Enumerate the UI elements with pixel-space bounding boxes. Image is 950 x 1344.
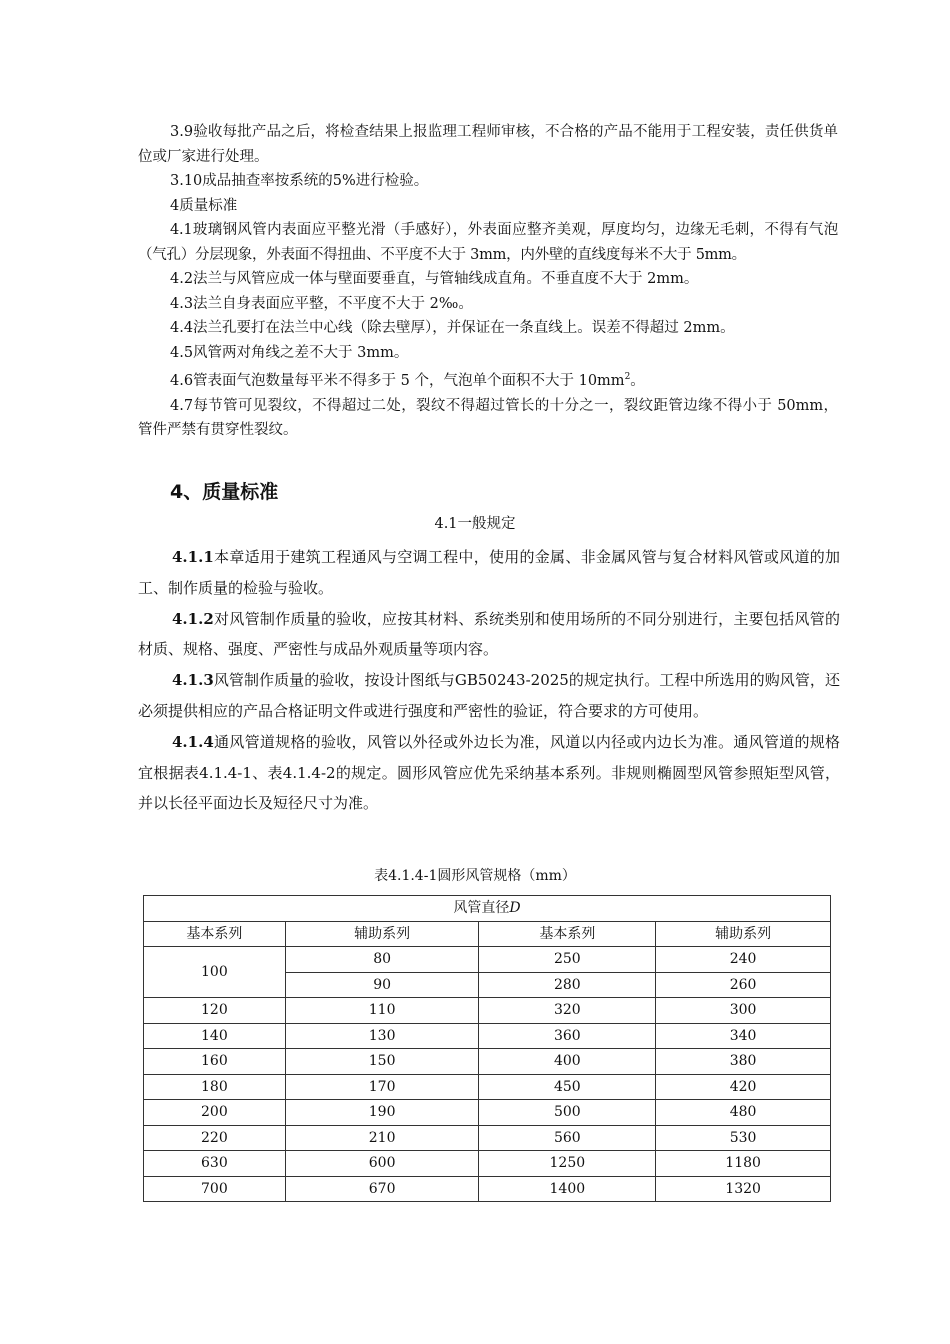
table-cell: 420 xyxy=(656,1074,831,1100)
table-cell: 360 xyxy=(479,1023,656,1049)
table-cell: 170 xyxy=(285,1074,479,1100)
table-cell: 130 xyxy=(285,1023,479,1049)
table-cell: 260 xyxy=(656,972,831,998)
table-row xyxy=(144,1151,831,1177)
clause-text: 对风管制作质量的验收，应按其材料、系统类别和使用场所的不同分别进行，主要包括风管的材质、规格、强度、严密性与成品外观质量等项内容。 xyxy=(138,609,840,659)
table-row xyxy=(144,1176,831,1202)
clause-number: 4.1.1 xyxy=(172,548,214,566)
table-caption: 表4.1.4-1圆形风管规格（mm） xyxy=(374,868,576,884)
paragraph-4-1: 4.1玻璃钢风管内表面应平整光滑（手感好），外表面应整齐美观，厚度均匀，边缘无毛刺，不得有气泡（气孔）分层现象，外表面不得扭曲、不平度不大于 3mm，内外壁的直线度每米不大于 5mm。 xyxy=(138,222,838,263)
table-cell: 100 xyxy=(144,947,286,998)
table-cell: 190 xyxy=(285,1100,479,1126)
table-row xyxy=(144,1125,831,1151)
clause-number: 4.1.3 xyxy=(172,671,214,690)
paragraph-4-6 xyxy=(138,365,838,394)
table-cell: 630 xyxy=(144,1151,286,1177)
duct-diameter-table xyxy=(143,895,831,1202)
paragraph-4-6-end: 。 xyxy=(630,373,645,389)
table-cell: 500 xyxy=(479,1100,656,1126)
column-header: 辅助系列 xyxy=(656,921,831,947)
table-cell: 280 xyxy=(479,972,656,998)
table-cell: 600 xyxy=(285,1151,479,1177)
table-cell: 200 xyxy=(144,1100,286,1126)
table-cell: 1180 xyxy=(656,1151,831,1177)
column-header: 辅助系列 xyxy=(285,921,479,947)
table-cell: 210 xyxy=(285,1125,479,1151)
general-provisions xyxy=(138,542,840,819)
table-row xyxy=(144,1074,831,1100)
paragraph-4-5: 4.5风管两对角线之差不大于 3mm。 xyxy=(170,344,409,361)
paragraph-4-6-text: 4.6管表面气泡数量每平米不得多于 5 个，气泡单个面积不大于 10mm xyxy=(170,373,625,389)
table-cell: 380 xyxy=(656,1049,831,1075)
table-row xyxy=(144,1049,831,1075)
table-row xyxy=(144,947,831,973)
table-cell: 160 xyxy=(144,1049,286,1075)
inspection-section xyxy=(138,120,838,443)
clause-number: 4.1.4 xyxy=(172,732,214,751)
table-cell: 450 xyxy=(479,1074,656,1100)
paragraph-4-7: 4.7每节管可见裂纹，不得超过二处，裂纹不得超过管长的十分之一，裂纹距管边缘不得小于 50mm，管件严禁有贯穿性裂纹。 xyxy=(138,397,838,438)
table-cell: 700 xyxy=(144,1176,286,1202)
table-main-header xyxy=(144,896,831,922)
table-cell: 1250 xyxy=(479,1151,656,1177)
table-header-row xyxy=(144,896,831,922)
table-cell: 180 xyxy=(144,1074,286,1100)
table-cell: 1320 xyxy=(656,1176,831,1202)
section-heading: 4、质量标准 xyxy=(170,481,279,503)
table-subheader-row xyxy=(144,921,831,947)
clause-4-1-2 xyxy=(138,604,840,666)
superscript: 2 xyxy=(624,372,631,382)
table-cell: 400 xyxy=(479,1049,656,1075)
table-cell: 150 xyxy=(285,1049,479,1075)
paragraph-3-10: 3.10成品抽查率按系统的5%进行检验。 xyxy=(170,173,429,189)
subsection-heading: 4.1一般规定 xyxy=(434,516,516,532)
header-symbol: D xyxy=(509,900,521,916)
clause-text: 本章适用于建筑工程通风与空调工程中，使用的金属、非金属风管与复合材料风管或风道的加工、制作质量的检验与验收。 xyxy=(138,548,840,597)
table-row xyxy=(144,1100,831,1126)
table-cell: 670 xyxy=(285,1176,479,1202)
clause-4-1-1 xyxy=(138,542,840,604)
column-header: 基本系列 xyxy=(144,921,286,947)
column-header: 基本系列 xyxy=(479,921,656,947)
table-cell: 480 xyxy=(656,1100,831,1126)
table-cell: 530 xyxy=(656,1125,831,1151)
paragraph-4-title: 4质量标准 xyxy=(170,197,238,214)
table-cell: 250 xyxy=(479,947,656,973)
table-cell: 120 xyxy=(144,998,286,1024)
paragraph-4-3: 4.3法兰自身表面应平整，不平度不大于 2‰。 xyxy=(170,295,473,312)
header-text: 风管直径 xyxy=(453,900,510,916)
clause-4-1-3 xyxy=(138,665,840,727)
table-cell: 110 xyxy=(285,998,479,1024)
table-cell: 340 xyxy=(656,1023,831,1049)
paragraph-4-2: 4.2法兰与风管应成一体与壁面要垂直，与管轴线成直角。不垂直度不大于 2mm。 xyxy=(170,271,699,287)
table-cell: 560 xyxy=(479,1125,656,1151)
table-cell: 90 xyxy=(285,972,479,998)
table-row xyxy=(144,998,831,1024)
table-cell: 240 xyxy=(656,947,831,973)
table-row xyxy=(144,1023,831,1049)
clause-text: 通风管道规格的验收，风管以外径或外边长为准，风道以内径或内边长为准。通风管道的规格宜根据表4.1.4-1、表4.1.4-2的规定。圆形风管应优先采纳基本系列。非规则椭圆型风管参照矩型风管，并以长径平面边长及短径尺寸为准。 xyxy=(138,732,840,813)
clause-4-1-4 xyxy=(138,727,840,819)
paragraph-3-9: 3.9验收每批产品之后，将检查结果上报监理工程师审核，不合格的产品不能用于工程安装，责任供货单位或厂家进行处理。 xyxy=(138,124,838,165)
table-cell: 140 xyxy=(144,1023,286,1049)
table-cell: 220 xyxy=(144,1125,286,1151)
table-cell: 1400 xyxy=(479,1176,656,1202)
table-cell: 320 xyxy=(479,998,656,1024)
paragraph-4-4: 4.4法兰孔要打在法兰中心线（除去壁厚），并保证在一条直线上。误差不得超过 2mm。 xyxy=(170,320,735,336)
table-cell: 300 xyxy=(656,998,831,1024)
clause-number: 4.1.2 xyxy=(172,609,214,628)
table-cell: 80 xyxy=(285,947,479,973)
clause-text: 风管制作质量的验收，按设计图纸与GB50243-2025的规定执行。工程中所选用的购风管，还必须提供相应的产品合格证明文件或进行强度和严密性的验证，符合要求的方可使用。 xyxy=(138,671,840,720)
